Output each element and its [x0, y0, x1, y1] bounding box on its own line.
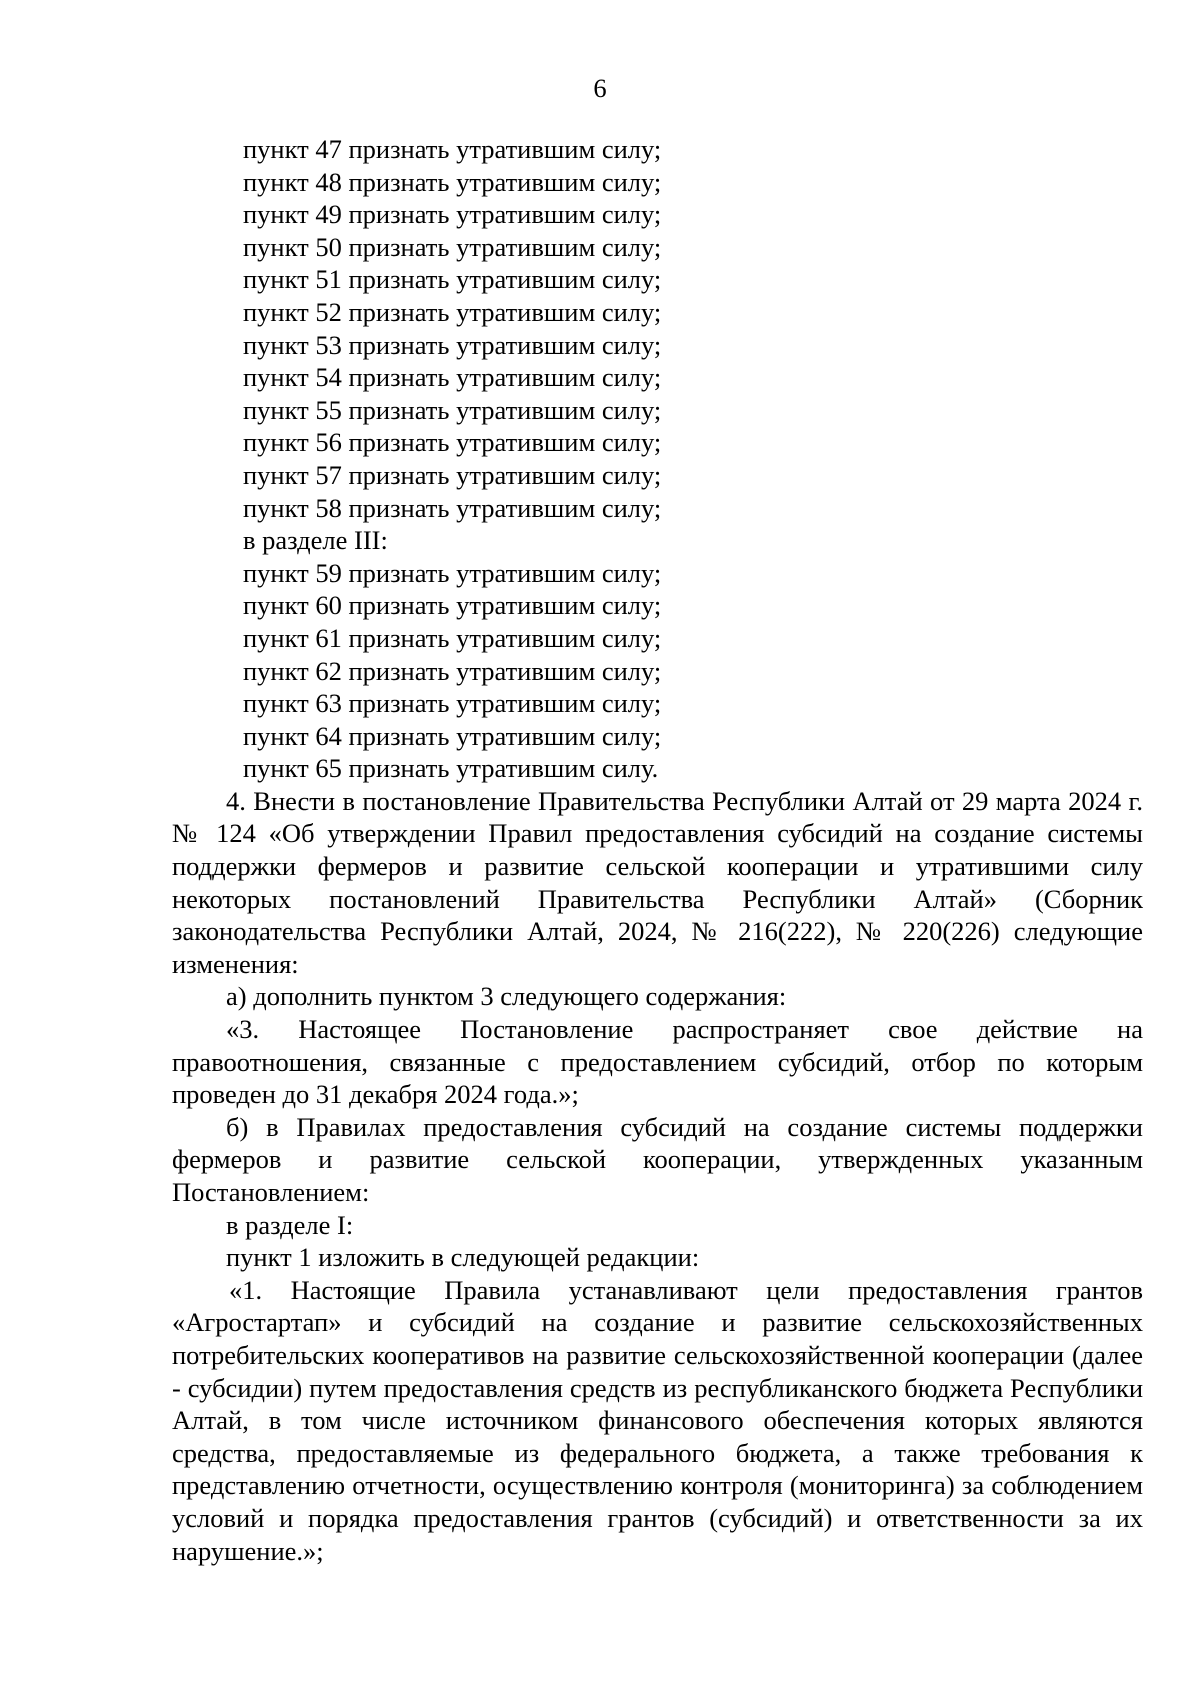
- list-item: пункт 52 признать утратившим силу;: [243, 296, 662, 327]
- list-item: пункт 58 признать утратившим силу;: [243, 492, 662, 523]
- list-item: пункт 57 признать утратившим силу;: [243, 459, 662, 490]
- paragraph-subitem-a: а) дополнить пунктом 3 следующего содержания:: [226, 981, 787, 1012]
- list-item: пункт 49 признать утратившим силу;: [243, 199, 662, 230]
- list-item: пункт 60 признать утратившим силу;: [243, 590, 662, 621]
- list-item: пункт 56 признать утратившим силу;: [243, 427, 662, 458]
- section3-heading: в разделе III:: [243, 525, 388, 556]
- paragraph-quoted-item-3: «3. Настоящее Постановление распространяет свое действие на правоотношения, связанные с предоставлением субсидий, отбор по которым проведен до 31 декабря 2024 года.»;: [172, 1014, 1143, 1110]
- list-item: пункт 47 признать утратившим силу;: [243, 134, 662, 164]
- list-item: пункт 51 признать утратившим силу;: [243, 264, 662, 295]
- list-item: пункт 64 признать утратившим силу;: [243, 720, 662, 751]
- list-item: пункт 48 признать утратившим силу;: [243, 166, 662, 197]
- paragraph-item-1-text: «1. Настоящие Правила устанавливают цели предоставления грантов «Агростартап» и субсидий на создание и развитие сельскохозяйственных потребительских кооперативов на развитие сельскохозяйственной кооперации (далее - субсидии) путем предоставления средств из республиканского бюджета Республики Алтай, в том числе источником финансового обеспечения которых являются средства, предоставляемые из федерального бюджета, а также требования к представлению отчетности, осуществлению контроля (мониторинга) за соблюдением условий и порядка предоставления грантов (субсидий) и ответственности за их нарушение.»;: [172, 1274, 1143, 1566]
- page-number: 6: [593, 73, 607, 103]
- list-item: пункт 54 признать утратившим силу;: [243, 362, 662, 393]
- list-item: пункт 62 признать утратившим силу;: [243, 655, 662, 686]
- list-item: пункт 65 признать утратившим силу.: [243, 753, 659, 784]
- list-item: пункт 50 признать утратившим силу;: [243, 231, 662, 262]
- paragraph-subitem-b: б) в Правилах предоставления субсидий на создание системы поддержки фермеров и развитие сельской кооперации, утвержденных указанным Постановлением:: [172, 1111, 1143, 1207]
- list-item: пункт 61 признать утратившим силу;: [243, 622, 662, 653]
- section1-heading: в разделе I:: [226, 1209, 354, 1240]
- list-item: пункт 63 признать утратившим силу;: [243, 688, 662, 719]
- list-item: пункт 55 признать утратившим силу;: [243, 394, 662, 425]
- list-item: пункт 53 признать утратившим силу;: [243, 329, 662, 360]
- paragraph-item-4: 4. Внести в постановление Правительства Республики Алтай от 29 марта 2024 г. № 124 «Об утверждении Правил предоставления субсидий на создание системы поддержки фермеров и развитие сельской кооперации и утратившими силу некоторых постановлений Правительства Республики Алтай» (Сборник законодательства Республики Алтай, 2024, № 216(222), № 220(226) следующие изменения:: [172, 785, 1143, 979]
- paragraph-item-1-intro: пункт 1 изложить в следующей редакции:: [226, 1242, 700, 1273]
- section2-item-list: [172, 133, 1143, 785]
- list-item: пункт 59 признать утратившим силу;: [243, 557, 662, 588]
- document-body: [172, 133, 1143, 1567]
